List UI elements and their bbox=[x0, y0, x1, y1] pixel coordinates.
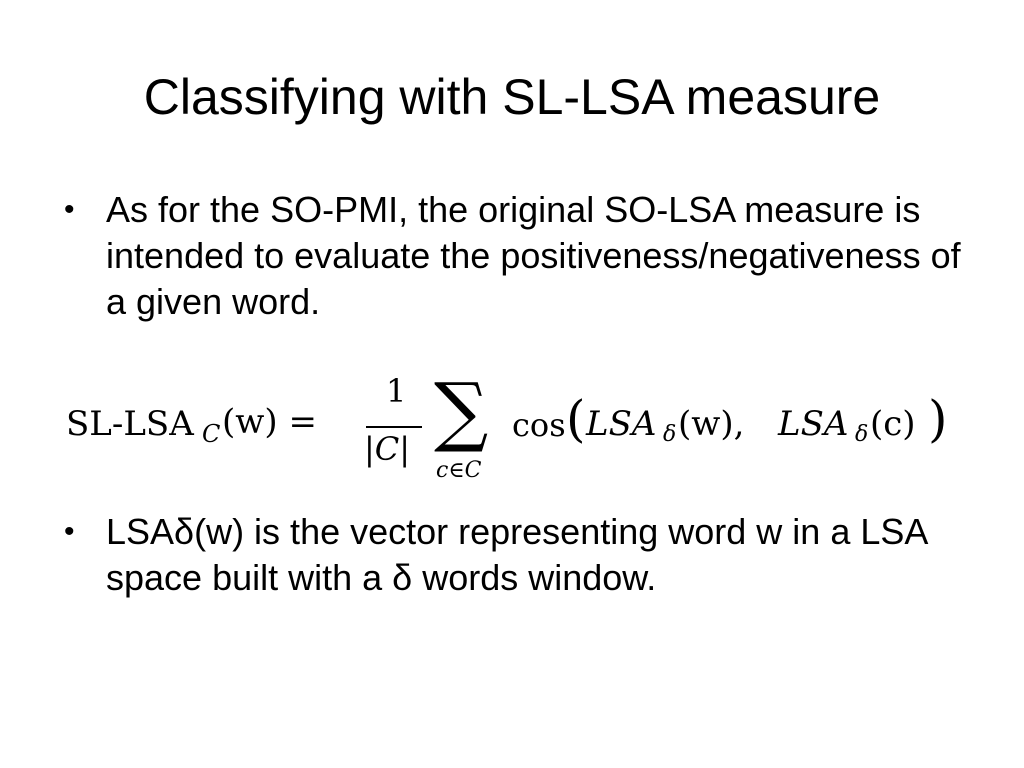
formula-arg2: LSA bbox=[778, 404, 849, 444]
formula-fraction-numerator: 1 bbox=[386, 372, 407, 410]
formula-arg1-subscript: δ bbox=[663, 422, 677, 447]
formula-arg2-subscript: δ bbox=[855, 422, 869, 447]
formula-fraction-bar bbox=[366, 426, 422, 428]
bullet-marker: • bbox=[64, 515, 75, 548]
bullet-text: LSAδ(w) is the vector representing word w in a LSA space built with a δ words window. bbox=[106, 511, 927, 598]
formula-lhs-name: SL-LSA bbox=[66, 404, 194, 444]
formula-arg1-param: (w), bbox=[678, 404, 745, 444]
slide-title: Classifying with SL-LSA measure bbox=[143, 69, 881, 125]
formula-arg2-param: (c) bbox=[870, 404, 916, 444]
bullet-item bbox=[58, 187, 988, 325]
formula-function-name: cos bbox=[512, 406, 566, 444]
bullet-text: As for the SO-PMI, the original SO-LSA measure is intended to evaluate the positiveness/negativeness of a given word. bbox=[106, 189, 961, 322]
bullet-item bbox=[58, 509, 988, 601]
formula-lhs-argument: (w) = bbox=[222, 402, 317, 442]
formula-close-paren: ) bbox=[928, 390, 948, 448]
formula-sum-symbol: ∑ bbox=[434, 366, 489, 455]
formula-open-paren: ( bbox=[566, 390, 586, 448]
formula-lhs-subscript: C bbox=[202, 420, 221, 448]
formula-sl-lsa bbox=[66, 366, 966, 492]
formula-arg1: LSA bbox=[586, 404, 657, 444]
bullet-marker: • bbox=[64, 193, 75, 226]
formula-sum-index: c∈C bbox=[436, 458, 482, 483]
formula-fraction-denominator: |C| bbox=[364, 430, 411, 468]
